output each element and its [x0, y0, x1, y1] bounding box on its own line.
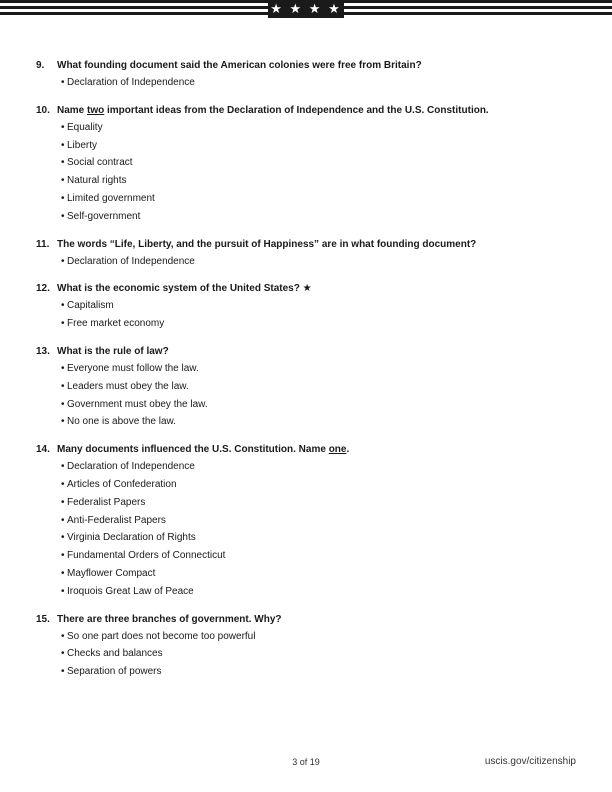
answer-item	[61, 458, 576, 476]
answer-text: Fundamental Orders of Connecticut	[67, 550, 226, 562]
answer-item	[61, 396, 576, 414]
question-heading	[36, 611, 576, 628]
bullet-icon: •	[61, 648, 65, 660]
answer-item	[61, 172, 576, 190]
answer-text: Limited government	[67, 192, 155, 204]
question-text-part: Name	[57, 104, 88, 116]
question-heading	[36, 441, 576, 458]
bullet-icon: •	[61, 139, 65, 151]
bullet-icon: •	[61, 666, 65, 678]
question-text-part: The words “Life, Liberty, and the pursuit of Happiness” are in what founding document?	[57, 238, 477, 250]
answer-text: Checks and balances	[67, 648, 163, 660]
answer-text: Liberty	[67, 139, 98, 151]
answer-item	[61, 583, 576, 601]
question-heading	[36, 280, 576, 297]
answer-item	[61, 529, 576, 547]
bullet-icon: •	[61, 77, 65, 88]
answer-item	[61, 512, 576, 530]
question-text	[57, 280, 576, 297]
header-stripes-right	[344, 0, 612, 18]
answer-text: Separation of powers	[67, 666, 162, 678]
answer-item	[61, 315, 576, 333]
answer-item	[61, 663, 576, 681]
answer-item	[61, 253, 576, 271]
question-item	[36, 343, 576, 431]
answer-text: Natural rights	[67, 175, 127, 187]
bullet-icon: •	[61, 300, 65, 312]
question-text-part: Many documents influenced the U.S. Constitution. Name	[57, 444, 329, 456]
answer-text: Virginia Declaration of Rights	[67, 532, 196, 544]
answer-item	[61, 154, 576, 172]
answer-text: Everyone must follow the law.	[67, 362, 199, 374]
answer-item	[61, 628, 576, 646]
answer-text: Articles of Confederation	[67, 478, 177, 490]
answer-list	[36, 119, 576, 226]
answer-item	[61, 119, 576, 137]
answer-text: Self-government	[67, 210, 141, 222]
answer-text: Anti-Federalist Papers	[67, 514, 166, 526]
question-text-part: There are three branches of government. Why?	[57, 613, 282, 625]
answer-text: Federalist Papers	[67, 496, 146, 508]
question-text-part: What founding document said the American colonies were free from Britain?	[57, 60, 422, 71]
bullet-icon: •	[61, 192, 65, 204]
bullet-icon: •	[61, 210, 65, 222]
question-text	[57, 441, 576, 458]
question-heading	[36, 236, 576, 253]
question-item	[36, 441, 576, 600]
answer-text: Social contract	[67, 157, 133, 169]
bullet-icon: •	[61, 121, 65, 133]
answer-list	[36, 628, 576, 681]
question-number: 9.	[36, 60, 45, 71]
answer-text: Declaration of Independence	[67, 255, 195, 267]
answer-list	[36, 297, 576, 333]
question-number: 14.	[36, 444, 50, 456]
answer-list	[36, 253, 576, 271]
answer-text: Declaration of Independence	[67, 461, 195, 473]
bullet-icon: •	[61, 318, 65, 330]
question-text-part: important ideas from the Declaration of Independence and the U.S. Constitution.	[104, 104, 489, 116]
answer-item	[61, 190, 576, 208]
bullet-icon: •	[61, 550, 65, 562]
answer-item	[61, 476, 576, 494]
question-number: 15.	[36, 613, 50, 625]
question-text	[57, 611, 576, 628]
bullet-icon: •	[61, 567, 65, 579]
answer-list	[36, 458, 576, 600]
answer-item	[61, 378, 576, 396]
question-heading	[36, 102, 576, 119]
answer-text: Iroquois Great Law of Peace	[67, 585, 194, 597]
answer-item	[61, 137, 576, 155]
question-number: 11.	[36, 238, 50, 250]
question-number: 13.	[36, 345, 50, 357]
answer-item	[61, 413, 576, 431]
question-text-part: .	[346, 444, 350, 456]
answer-item	[61, 360, 576, 378]
question-heading	[36, 343, 576, 360]
answer-text: Mayflower Compact	[67, 567, 156, 579]
answer-text: Declaration of Independence	[67, 77, 195, 88]
answer-text: Leaders must obey the law.	[67, 380, 189, 392]
bullet-icon: •	[61, 380, 65, 392]
answer-list	[36, 74, 576, 92]
answer-item	[61, 547, 576, 565]
answer-text: Government must obey the law.	[67, 398, 208, 410]
question-item	[36, 611, 576, 681]
question-text	[57, 57, 576, 74]
answer-text: No one is above the law.	[67, 416, 176, 428]
question-heading	[36, 57, 576, 74]
bullet-icon: •	[61, 478, 65, 490]
header-stripes-left	[0, 0, 268, 18]
bullet-icon: •	[61, 157, 65, 169]
answer-item	[61, 74, 576, 92]
bullet-icon: •	[61, 585, 65, 597]
bullet-icon: •	[61, 630, 65, 642]
footer-url[interactable]: uscis.gov/citizenship	[484, 756, 576, 767]
answer-item	[61, 297, 576, 315]
question-text	[57, 236, 576, 253]
question-number: 12.	[36, 283, 50, 295]
emphasis-text: one	[328, 444, 347, 456]
header-banner	[0, 0, 612, 18]
answer-text: Capitalism	[67, 300, 114, 312]
bullet-icon: •	[61, 461, 65, 473]
question-text-part: What is the economic system of the United States? ★	[57, 283, 312, 295]
emphasis-text: two	[87, 104, 105, 116]
question-number: 10.	[36, 104, 50, 116]
question-text	[57, 102, 576, 119]
bullet-icon: •	[61, 496, 65, 508]
bullet-icon: •	[61, 255, 65, 267]
question-item	[36, 102, 576, 226]
stars-icon: ★ ★ ★ ★	[268, 0, 344, 18]
question-item	[36, 280, 576, 333]
answer-item	[61, 208, 576, 226]
page-number: 3 of 19	[292, 757, 320, 767]
question-item	[36, 236, 576, 271]
answer-text: Equality	[67, 121, 103, 133]
answer-item	[61, 565, 576, 583]
bullet-icon: •	[61, 532, 65, 544]
question-item	[36, 57, 576, 92]
question-text-part: What is the rule of law?	[57, 345, 169, 357]
answer-text: Free market economy	[67, 318, 165, 330]
answer-list	[36, 360, 576, 431]
bullet-icon: •	[61, 362, 65, 374]
answer-item	[61, 494, 576, 512]
bullet-icon: •	[61, 416, 65, 428]
bullet-icon: •	[61, 398, 65, 410]
question-text	[57, 343, 576, 360]
bullet-icon: •	[61, 514, 65, 526]
bullet-icon: •	[61, 175, 65, 187]
answer-text: So one part does not become too powerful	[67, 630, 256, 642]
question-list	[36, 57, 576, 691]
answer-item	[61, 645, 576, 663]
